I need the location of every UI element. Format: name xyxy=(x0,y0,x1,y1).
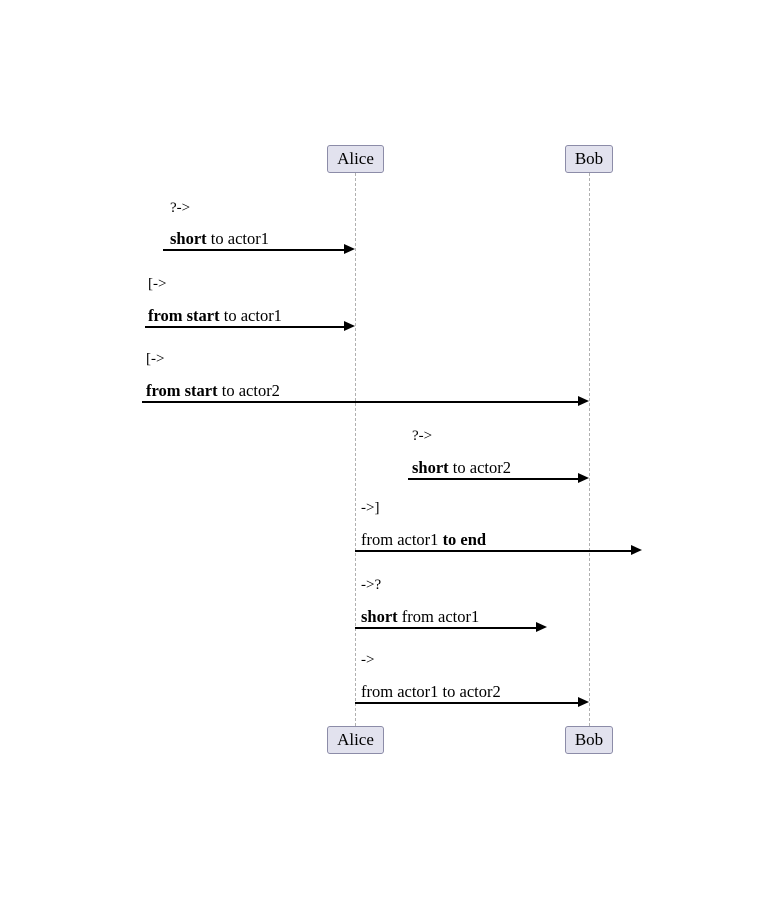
message-line xyxy=(355,550,631,552)
message-label: short to actor1 xyxy=(170,229,269,248)
message-line xyxy=(355,627,536,629)
arrow-head-icon xyxy=(631,545,642,555)
message-label: from actor1 to actor2 xyxy=(361,682,501,701)
actor-box-bob-top[interactable]: Bob xyxy=(565,145,613,173)
message-line xyxy=(145,326,344,328)
arrow-head-icon xyxy=(344,321,355,331)
lifeline-alice xyxy=(355,173,356,726)
arrow-head-icon xyxy=(578,697,589,707)
message-tag: ->? xyxy=(361,577,382,593)
message-label: short to actor2 xyxy=(412,458,511,477)
message-line xyxy=(163,249,344,251)
actor-box-bob-bottom[interactable]: Bob xyxy=(565,726,613,754)
lifeline-bob xyxy=(589,173,590,726)
actor-box-alice-bottom[interactable]: Alice xyxy=(327,726,384,754)
message-label: from start to actor2 xyxy=(146,381,280,400)
message-label: from actor1 to end xyxy=(361,530,487,549)
message-label: from start to actor1 xyxy=(148,306,282,325)
actor-box-alice-top[interactable]: Alice xyxy=(327,145,384,173)
arrow-head-icon xyxy=(578,396,589,406)
message-tag: [-> xyxy=(148,276,167,292)
arrow-head-icon xyxy=(344,244,355,254)
arrow-head-icon xyxy=(536,622,547,632)
message-tag: -> xyxy=(361,652,375,668)
message-line xyxy=(408,478,578,480)
message-tag: ?-> xyxy=(170,200,191,216)
message-tag: ->] xyxy=(361,500,380,516)
message-line xyxy=(355,702,578,704)
message-tag: [-> xyxy=(146,351,165,367)
message-tag: ?-> xyxy=(412,428,433,444)
message-label: short from actor1 xyxy=(361,607,480,626)
arrow-head-icon xyxy=(578,473,589,483)
message-line xyxy=(142,401,578,403)
